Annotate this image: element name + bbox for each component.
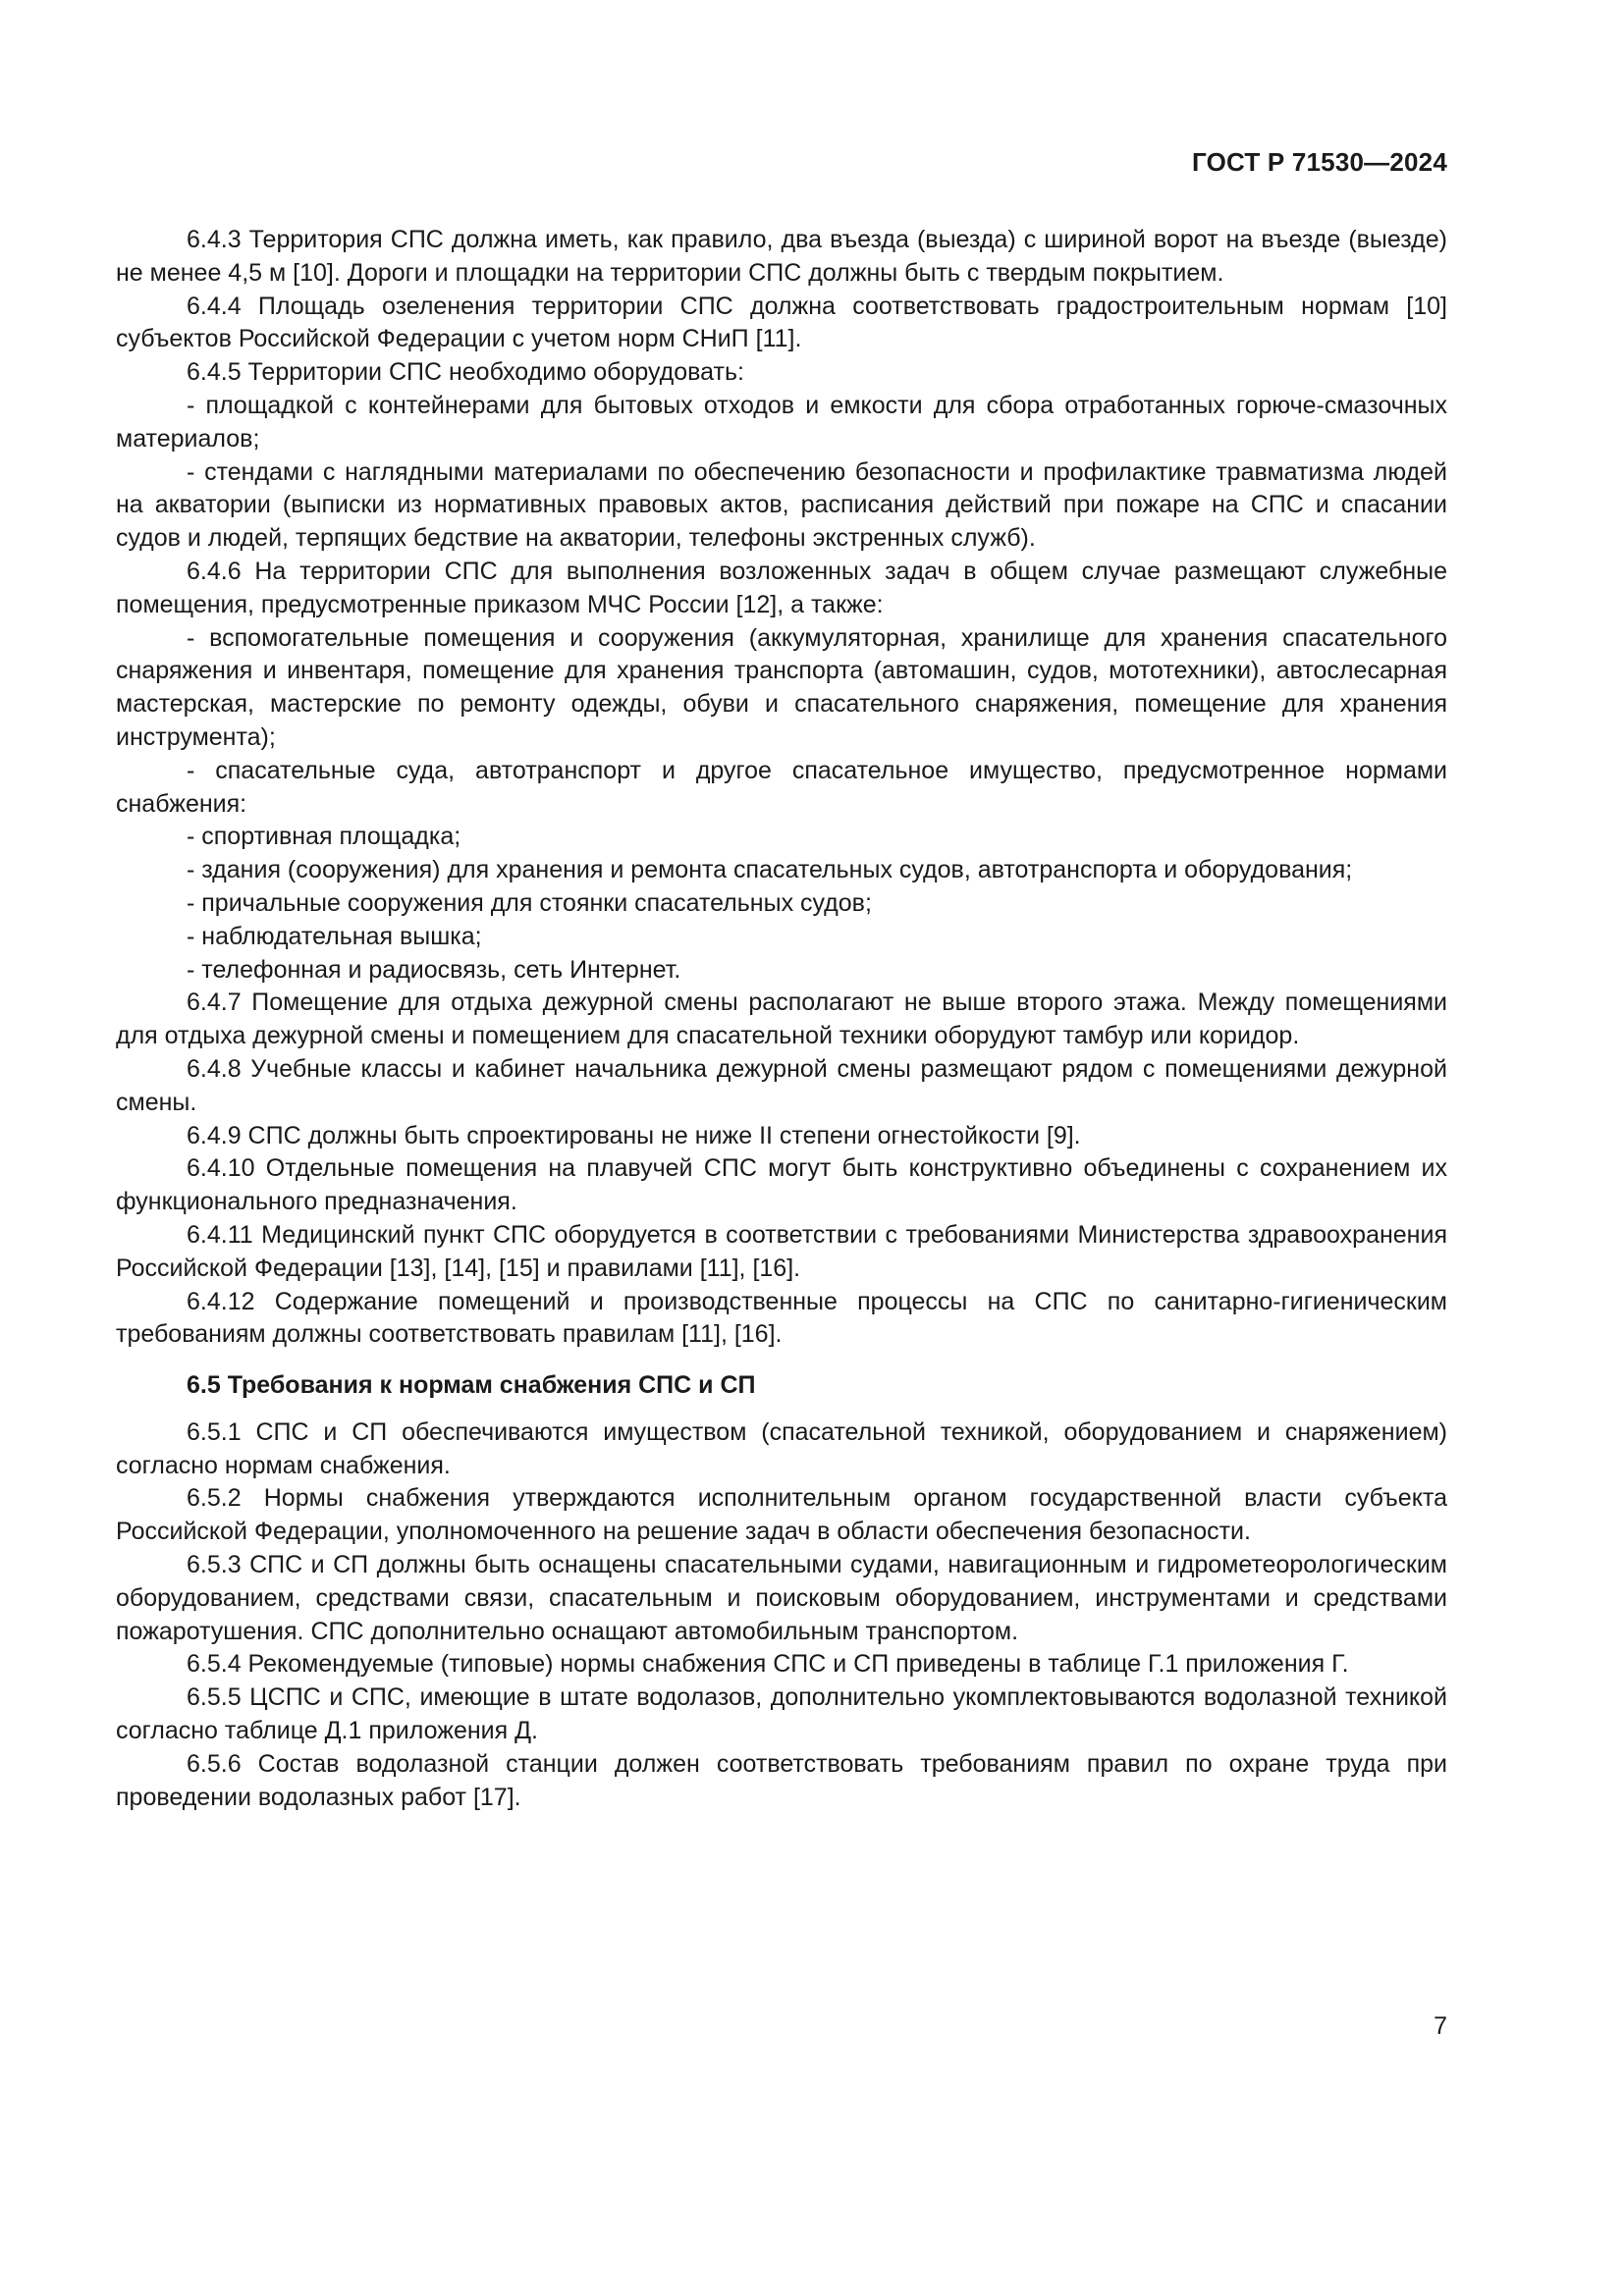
paragraph-6-4-7: 6.4.7 Помещение для отдыха дежурной смены располагают не выше второго этажа. Между помещениями для отдыха дежурной смены и помещением для спасательной техники оборудуют тамбур или коридор. xyxy=(116,988,1447,1050)
list-item: - здания (сооружения) для хранения и ремонта спасательных судов, автотранспорта и оборудования; xyxy=(187,856,1353,884)
paragraph-6-4-6: 6.4.6 На территории СПС для выполнения возложенных задач в общем случае размещают служебные помещения, предусмотренные приказом МЧС России [12], а также: xyxy=(116,557,1447,618)
paragraph-6-4-4: 6.4.4 Площадь озеленения территории СПС должна соответствовать градостроительным нормам [10] субъектов Российской Федерации с учетом норм СНиП [11]. xyxy=(116,292,1447,353)
paragraph-6-4-10: 6.4.10 Отдельные помещения на плавучей СПС могут быть конструктивно объединены с сохранением их функционального предназначения. xyxy=(116,1154,1447,1216)
paragraph-6-5-3: 6.5.3 СПС и СП должны быть оснащены спасательными судами, навигационным и гидрометеорологическим оборудованием, средствами связи, спасательным и поисковым оборудованием, инструментами и средствами пожаротушения. СПС дополнительно оснащают автомобильным транспортом. xyxy=(116,1551,1447,1645)
document-body xyxy=(116,224,1447,1814)
list-item: - спасательные суда, автотранспорт и другое спасательное имущество, предусмотренное нормами снабжения: xyxy=(116,756,1447,818)
page-number: 7 xyxy=(1434,2012,1447,2040)
list-item: - причальные сооружения для стоянки спасательных судов; xyxy=(187,888,872,917)
document-code: ГОСТ Р 71530—2024 xyxy=(1192,147,1447,177)
paragraph-6-4-11: 6.4.11 Медицинский пункт СПС оборудуется в соответствии с требованиями Министерства здравоохранения Российской Федерации [13], [14], [15] и правилами [11], [16]. xyxy=(116,1220,1447,1282)
paragraph-6-4-12: 6.4.12 Содержание помещений и производственные процессы на СПС по санитарно-гигиеническим требованиям должны соответствовать правилам [11], [16]. xyxy=(116,1287,1447,1349)
list-item: - вспомогательные помещения и сооружения (аккумуляторная, хранилище для хранения спасательного снаряжения и инвентаря, помещение для хранения транспорта (автомашин, судов, мототехники), автослесарная мастерская, мастерские по ремонту одежды, обуви и спасательного снаряжения, помещение для хранения инструмента); xyxy=(116,623,1447,751)
paragraph-6-4-5: 6.4.5 Территории СПС необходимо оборудовать: xyxy=(187,358,744,387)
section-heading-6-5: 6.5 Требования к нормам снабжения СПС и СП xyxy=(187,1371,756,1400)
list-item: - телефонная и радиосвязь, сеть Интернет. xyxy=(187,955,681,984)
list-item: - спортивная площадка; xyxy=(187,823,461,851)
paragraph-6-5-6: 6.5.6 Состав водолазной станции должен соответствовать требованиям правил по охране труда при проведении водолазных работ [17]. xyxy=(116,1749,1447,1811)
paragraph-6-4-9: 6.4.9 СПС должны быть спроектированы не ниже II степени огнестойкости [9]. xyxy=(187,1121,1081,1149)
paragraph-6-5-2: 6.5.2 Нормы снабжения утверждаются исполнительным органом государственной власти субъекта Российской Федерации, уполномоченного на решение задач в области обеспечения безопасности. xyxy=(116,1484,1447,1546)
list-item: - стендами с наглядными материалами по обеспечению безопасности и профилактике травматизма людей на акватории (выписки из нормативных правовых актов, расписания действий при пожаре на СПС и спасании судов и людей, терпящих бедствие на акватории, телефоны экстренных служб). xyxy=(116,457,1447,553)
paragraph-6-4-3: 6.4.3 Территория СПС должна иметь, как правило, два въезда (выезда) с шириной ворот на въезде (выезде) не менее 4,5 м [10]. Дороги и площадки на территории СПС должны быть с твердым покрытием. xyxy=(116,226,1447,287)
list-item: - площадкой с контейнерами для бытовых отходов и емкости для сбора отработанных горюче-смазочных материалов; xyxy=(116,391,1447,453)
paragraph-6-5-4: 6.5.4 Рекомендуемые (типовые) нормы снабжения СПС и СП приведены в таблице Г.1 приложения Г. xyxy=(187,1650,1349,1679)
paragraph-6-4-8: 6.4.8 Учебные классы и кабинет начальника дежурной смены размещают рядом с помещениями дежурной смены. xyxy=(116,1054,1447,1116)
paragraph-6-5-5: 6.5.5 ЦСПС и СПС, имеющие в штате водолазов, дополнительно укомплектовываются водолазной техникой согласно таблице Д.1 приложения Д. xyxy=(116,1683,1447,1745)
list-item: - наблюдательная вышка; xyxy=(187,922,482,950)
paragraph-6-5-1: 6.5.1 СПС и СП обеспечиваются имуществом (спасательной техникой, оборудованием и снаряжением) согласно нормам снабжения. xyxy=(116,1417,1447,1479)
